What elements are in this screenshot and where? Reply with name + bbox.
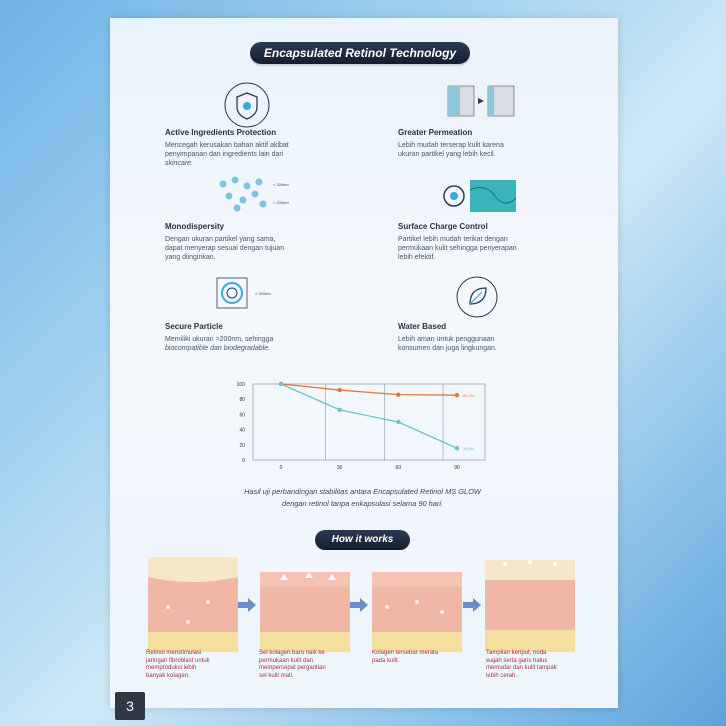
data-point <box>279 382 283 386</box>
y-tick-label: 40 <box>239 427 245 434</box>
feature-surface-charge <box>398 222 608 262</box>
feature-desc: Lebih mudah terserap kulit karena ukuran partikel yang lebih kecil. <box>398 142 504 158</box>
feature-desc: Lebih aman untuk penggunaan konsumen dan juga lingkungan. <box>398 336 497 352</box>
x-tick-label: 30 <box>336 465 343 471</box>
data-label: 85,3% <box>463 393 475 399</box>
permeation-icon <box>446 82 516 118</box>
step-4-text: Tampilan keriput, noda wajah serta garis halus memudar dan kulit tampak lebih cerah. <box>486 650 557 679</box>
feature-water-based <box>398 322 608 353</box>
feature-title: Secure Particle <box>165 322 223 331</box>
step-2-text: Sel kolagen baru naik ke permukaan kulit dan mempercepat pergantian sel kulit mati. <box>259 650 326 679</box>
skin-step-2-illustration <box>260 572 350 652</box>
y-tick-label: 0 <box>242 458 245 464</box>
feature-active-ingredients <box>165 128 375 168</box>
feature-monodispersity <box>165 222 375 262</box>
feature-title: Monodispersity <box>165 222 225 231</box>
feature-title: Greater Permeation <box>398 128 473 137</box>
step-1-text: Retinol menstimulasi jaringan fibroblast untuk memproduksi lebih banyak kolagen. <box>146 650 210 679</box>
water-leaf-icon <box>452 274 502 320</box>
svg-text:> 200nm: > 200nm <box>273 200 289 205</box>
secure-particle-icon <box>215 276 285 310</box>
skin-step-1-illustration <box>148 557 238 652</box>
step-3-text: Kolagen tersebar merata pada kulit. <box>372 650 439 664</box>
arrow-right-icon <box>238 598 256 612</box>
feature-greater-permeation <box>398 128 608 159</box>
y-tick-label: 80 <box>239 397 245 404</box>
data-point <box>455 446 459 450</box>
data-point <box>396 420 400 424</box>
svg-text:< 200nm: < 200nm <box>273 182 289 187</box>
series-line <box>281 384 457 395</box>
y-tick-label: 60 <box>239 412 245 419</box>
feature-desc: Mencegah kerusakan bahan aktif akibat penyimpanan dan ingredients lain dari skincare. <box>165 142 289 167</box>
particles-icon <box>215 174 295 214</box>
feature-secure-particle <box>165 322 375 353</box>
x-tick-label: 60 <box>395 465 402 471</box>
x-tick-label: 0 <box>279 465 283 471</box>
feature-title: Active Ingredients Protection <box>165 128 277 137</box>
svg-text:> 200nm: > 200nm <box>255 291 271 296</box>
data-point <box>337 388 341 392</box>
feature-title: Surface Charge Control <box>398 222 488 231</box>
feature-title: Water Based <box>398 322 447 331</box>
stability-line-chart <box>225 376 515 476</box>
y-tick-label: 100 <box>236 382 245 388</box>
chart-caption: Hasil uji perbandingan stabilitas antara Encapsulated Retinol MS GLOW dengan retinol tanpa enkapsulasi selama 90 hari. <box>244 487 481 508</box>
how-it-works-title: How it works <box>315 530 410 550</box>
data-point <box>337 408 341 412</box>
x-tick-label: 90 <box>454 465 460 471</box>
data-point <box>455 393 459 397</box>
shield-protection-icon <box>222 80 272 130</box>
feature-desc: Memiliki ukuran >200nm, sehingga biocompatible dan biodegradable. <box>165 336 274 352</box>
page-number: 3 <box>115 692 145 720</box>
feature-desc: Dengan ukuran partikel yang sama, dapat menyerap sesuai dengan tujuan yang diinginkan. <box>165 236 285 261</box>
arrow-right-icon <box>350 598 368 612</box>
data-label: 15,5% <box>463 446 475 452</box>
section-title: Encapsulated Retinol Technology <box>250 42 470 64</box>
feature-desc: Partikel lebih mudah terikat dengan permukaan kulit sehingga penyerapan lebih efektif. <box>398 236 517 261</box>
skin-step-4-illustration <box>485 560 575 652</box>
y-tick-label: 20 <box>239 442 245 449</box>
surface-charge-icon <box>440 178 520 214</box>
skin-step-3-illustration <box>372 572 462 652</box>
series-line <box>281 384 457 448</box>
arrow-right-icon <box>463 598 481 612</box>
data-point <box>396 392 400 396</box>
